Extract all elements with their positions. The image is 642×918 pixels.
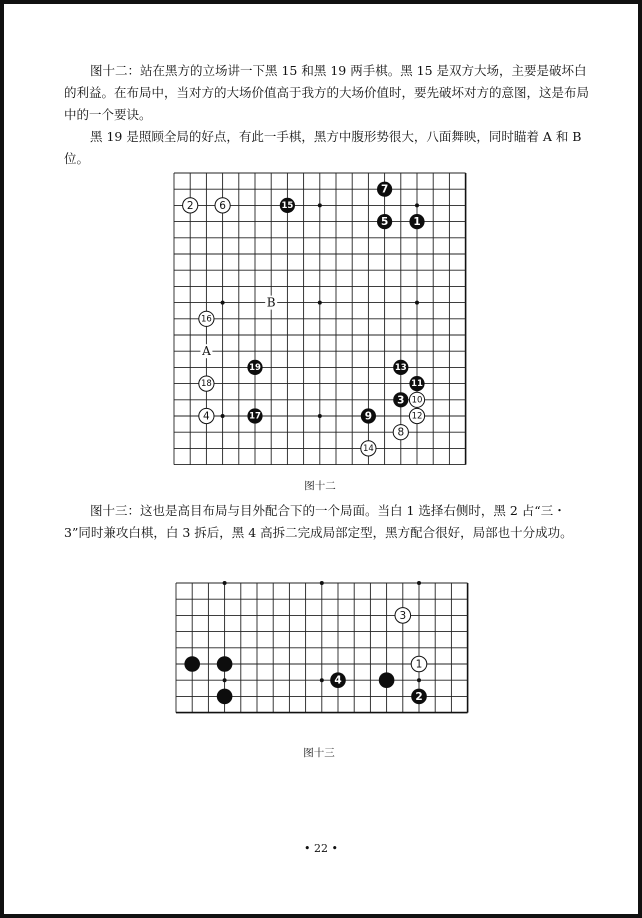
svg-text:14: 14 <box>362 443 374 454</box>
svg-text:4: 4 <box>334 674 342 687</box>
caption-figure12: 图十二 <box>304 480 336 492</box>
svg-text:4: 4 <box>203 410 210 423</box>
caption-figure13: 图十三 <box>303 747 335 759</box>
star-point <box>417 581 421 585</box>
white-stone-14 <box>361 441 376 456</box>
svg-text:2: 2 <box>415 690 423 703</box>
star-point <box>221 414 225 418</box>
white-stone-16 <box>199 311 214 326</box>
position-mark-a <box>200 344 212 358</box>
black-stone-1 <box>409 214 424 229</box>
black-stone <box>184 656 200 672</box>
svg-text:5: 5 <box>380 216 389 229</box>
svg-text:3: 3 <box>399 609 407 622</box>
black-stone-2 <box>411 689 427 705</box>
svg-text:16: 16 <box>200 314 212 325</box>
white-stone-18 <box>199 376 214 391</box>
star-point <box>320 581 324 585</box>
svg-text:19: 19 <box>249 362 261 373</box>
black-stone-17 <box>247 408 262 423</box>
svg-text:10: 10 <box>411 395 423 406</box>
black-stone <box>379 672 395 688</box>
white-stone-4 <box>199 408 214 423</box>
svg-text:1: 1 <box>413 216 421 229</box>
svg-text:18: 18 <box>200 379 212 390</box>
star-point <box>318 301 322 305</box>
svg-text:2: 2 <box>186 199 194 212</box>
svg-text:7: 7 <box>380 183 389 196</box>
star-point <box>223 678 227 682</box>
white-stone-12 <box>409 408 424 423</box>
svg-text:11: 11 <box>411 379 423 390</box>
svg-text:12: 12 <box>411 411 423 422</box>
white-stone-1 <box>411 656 427 672</box>
star-point <box>223 581 227 585</box>
book-page <box>4 4 638 914</box>
black-stone-9 <box>361 408 376 423</box>
black-stone <box>217 689 233 705</box>
svg-text:1: 1 <box>415 658 423 671</box>
black-stone-13 <box>393 360 408 375</box>
paragraph-figure12-intro: 图十二：站在黑方的立场讲一下黑 15 和黑 19 两手棋。黑 15 是双方大场，主要是破坏白的利益。在布局中，当对方的大场价值高于我方的大场价值时，要先破坏对方的意图，这是布局中的一个要诀。 <box>64 63 590 122</box>
star-point <box>221 301 225 305</box>
page-number: • 22 • <box>304 842 338 855</box>
svg-text:17: 17 <box>249 411 261 422</box>
svg-text:B: B <box>266 295 276 310</box>
black-stone <box>217 656 233 672</box>
star-point <box>415 203 419 207</box>
svg-text:3: 3 <box>397 394 405 407</box>
svg-text:8: 8 <box>397 426 405 439</box>
paragraph-black19: 黑 19 是照顾全局的好点，有此一手棋，黑方中腹形势很大，八面舞映，同时瞄着 A 和 B 位。 <box>64 129 582 166</box>
black-stone-5 <box>377 214 392 229</box>
white-stone-2 <box>183 198 198 213</box>
black-stone-7 <box>377 182 392 197</box>
star-point <box>415 301 419 305</box>
svg-text:9: 9 <box>364 410 373 423</box>
black-stone-15 <box>280 198 295 213</box>
svg-text:13: 13 <box>394 362 407 373</box>
black-stone-19 <box>247 360 262 375</box>
svg-text:6: 6 <box>219 199 226 212</box>
black-stone-3 <box>393 392 408 407</box>
paragraph-figure13: 图十三：这也是高目布局与目外配合下的一个局面。当白 1 选择右侧时，黑 2 占“三・3”同时兼攻白棋，白 3 拆后，黑 4 高拆二完成局部定型，黑方配合很好，局部也十分成功。 <box>64 503 573 540</box>
go-diagram-figure13 <box>172 580 468 734</box>
star-point <box>320 678 324 682</box>
star-point <box>417 678 421 682</box>
black-stone-11 <box>409 376 424 391</box>
star-point <box>318 414 322 418</box>
white-stone-8 <box>393 425 408 440</box>
svg-text:A: A <box>202 344 211 359</box>
svg-text:15: 15 <box>281 200 294 211</box>
white-stone-6 <box>215 198 230 213</box>
star-point <box>318 203 322 207</box>
black-stone-4 <box>330 672 346 688</box>
go-diagram-figure12 <box>171 170 467 464</box>
white-stone-3 <box>395 608 411 624</box>
white-stone-10 <box>409 392 424 407</box>
position-mark-b <box>265 296 277 310</box>
